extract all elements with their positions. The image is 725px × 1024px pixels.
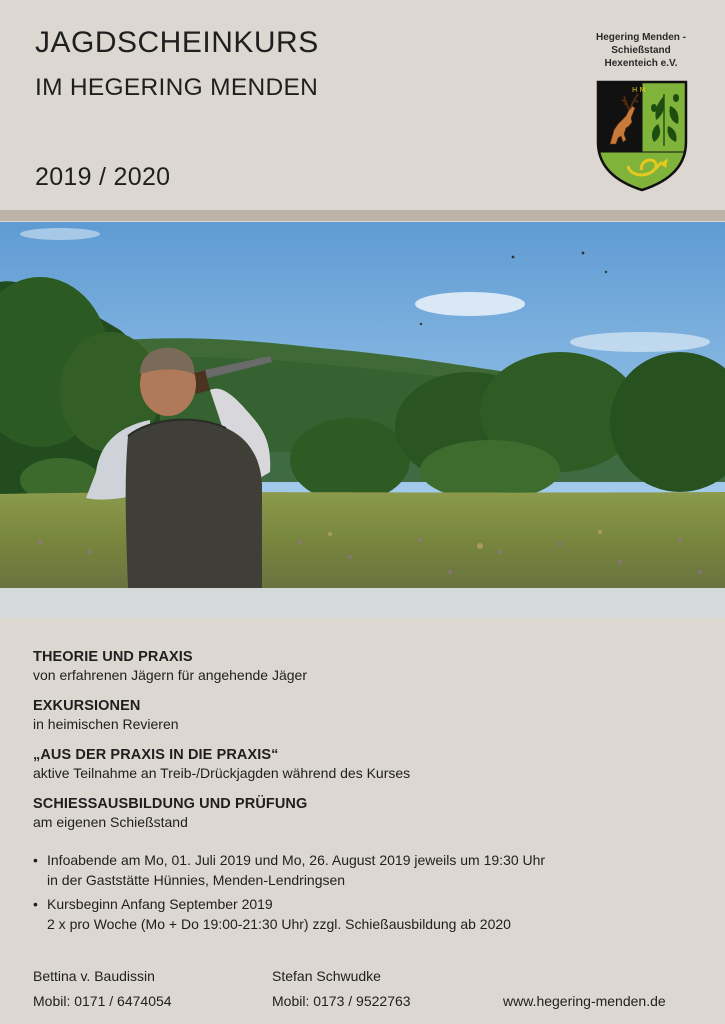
- section-subtitle: in heimischen Revieren: [33, 716, 179, 732]
- club-name-line-3: Hexenteich e.V.: [604, 58, 678, 69]
- crest-letters: H M: [632, 86, 646, 94]
- section-heading: THEORIE UND PRAXIS: [33, 649, 193, 665]
- section-shooting: [33, 795, 693, 831]
- header-divider: [0, 210, 725, 221]
- title-line-1: JAGDSCHEINKURS: [35, 26, 319, 59]
- course-year: 2019 / 2020: [35, 163, 171, 191]
- section-subtitle: von erfahrenen Jägern für angehende Jäger: [33, 667, 307, 683]
- club-crest-logo: [596, 80, 688, 192]
- bullet-line: • Kursbeginn Anfang September 2019: [47, 896, 273, 912]
- section-heading: „AUS DER PRAXIS IN DIE PRAXIS“: [33, 747, 279, 763]
- title-line-2: IM HEGERING MENDEN: [35, 74, 319, 101]
- section-subtitle: aktive Teilnahme an Treib-/Drückjagden während des Kurses: [33, 765, 411, 781]
- section-heading: EXKURSIONEN: [33, 698, 141, 714]
- contact-phone: Mobil: 0173 / 9522763: [272, 993, 411, 1009]
- contact-name: Bettina v. Baudissin: [33, 968, 155, 984]
- bullet-info-evenings: [33, 850, 693, 890]
- bullet-line: in der Gaststätte Hünnies, Menden-Lendringsen: [47, 872, 346, 888]
- club-name-line-1: Hegering Menden -: [595, 32, 686, 43]
- bullet-line: 2 x pro Woche (Mo + Do 19:00-21:30 Uhr) zzgl. Schießausbildung ab 2020: [47, 916, 511, 932]
- club-name-line-2: Schießstand: [611, 45, 671, 56]
- hunter-shooting-photo: [0, 222, 725, 618]
- info-bullets: [33, 850, 693, 938]
- course-features: [33, 648, 693, 844]
- website-link[interactable]: www.hegering-menden.de: [503, 993, 666, 1009]
- section-practice: [33, 746, 693, 782]
- contact-schwudke: [272, 966, 411, 1011]
- section-heading: SCHIESSAUSBILDUNG UND PRÜFUNG: [33, 796, 308, 812]
- section-excursions: [33, 697, 693, 733]
- bullet-course-start: [33, 894, 693, 934]
- contact-baudissin: [33, 966, 172, 1011]
- bullet-line: • Infoabende am Mo, 01. Juli 2019 und Mo, 26. August 2019 jeweils um 19:30 Uhr: [47, 852, 546, 868]
- contact-name: Stefan Schwudke: [272, 968, 381, 984]
- section-theory: [33, 648, 693, 684]
- contact-phone: Mobil: 0171 / 6474054: [33, 993, 172, 1009]
- club-name: [585, 31, 697, 70]
- section-subtitle: am eigenen Schießstand: [33, 814, 188, 830]
